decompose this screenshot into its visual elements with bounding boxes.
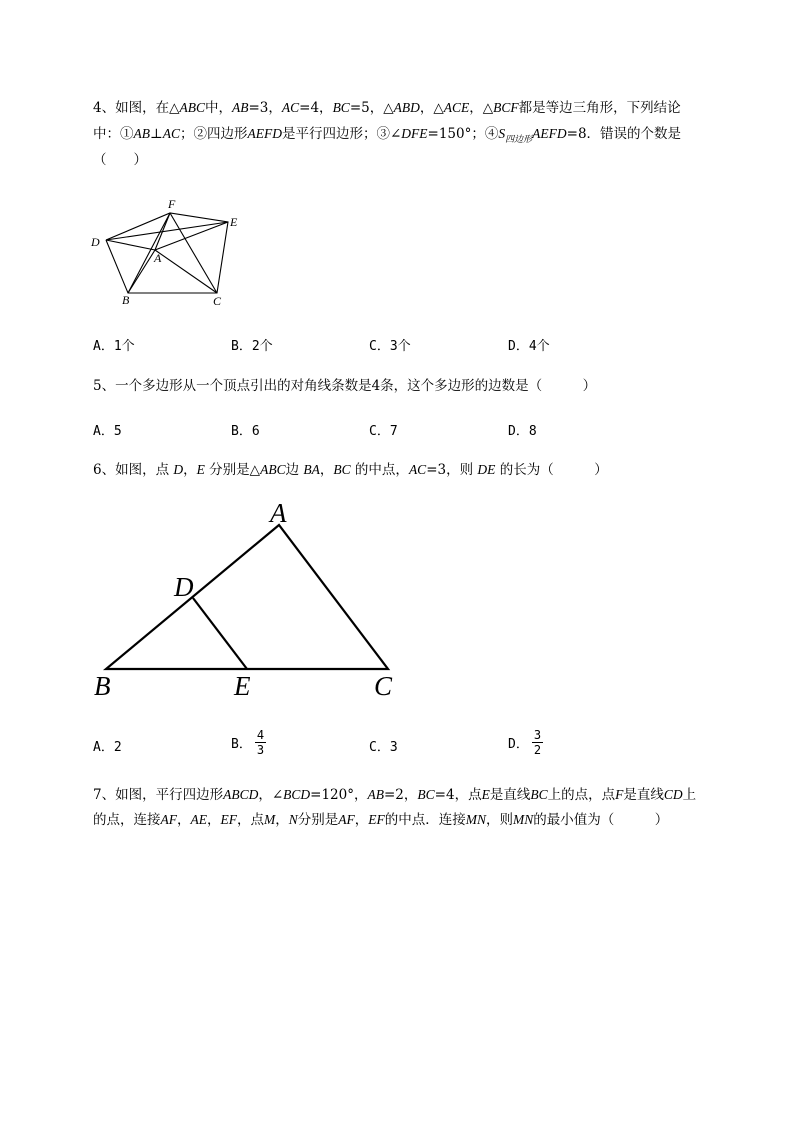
- q6-figure: [88, 495, 408, 705]
- q5-option-d[interactable]: D．8: [508, 424, 537, 439]
- q6-option-a[interactable]: A．2: [93, 740, 122, 755]
- q4-seg-ae: [155, 222, 228, 250]
- q6-label-b: B: [94, 671, 111, 701]
- q4-seg-da: [106, 240, 155, 250]
- q4-seg-ba: [128, 250, 155, 293]
- q4-label-c: C: [213, 294, 222, 308]
- q5-option-b[interactable]: B．6: [231, 424, 260, 439]
- q6-label-c: C: [374, 671, 393, 701]
- q4-label-b: B: [122, 293, 130, 307]
- q6-text: 6、如图，点 D，E 分别是△ABC边 BA，BC 的中点，AC=3，则 DE 的长为（ ）: [93, 462, 608, 478]
- q4-option-b[interactable]: B．2个: [231, 339, 273, 354]
- q4-option-d[interactable]: D．4个: [508, 339, 550, 354]
- q6-option-b-fraction: $\frac{4}{3}$: [256, 728, 265, 757]
- q4-line-1: 4、如图，在△ABC中，AB=3，AC=4，BC=5，△ABD，△ACE，△BCF都是等边三角形，下列结论: [93, 100, 681, 116]
- q6-label-e: E: [234, 671, 251, 701]
- q6-midline-de: [193, 598, 247, 669]
- q4-seg-de: [106, 222, 228, 240]
- q6-option-d-fraction: $\frac{3}{2}$: [533, 728, 542, 757]
- q6-label-a: A: [270, 498, 287, 528]
- q4-answer-bracket: （ ）: [93, 152, 147, 168]
- q6-option-b[interactable]: B． $\frac{4}{3}$: [231, 728, 265, 757]
- q6-label-d: D: [174, 572, 194, 602]
- q6-option-d[interactable]: D． $\frac{3}{2}$: [508, 728, 542, 757]
- q6-triangle-abc: [106, 525, 388, 669]
- q5-text: 5、一个多边形从一个顶点引出的对角线条数是4条，这个多边形的边数是（ ）: [93, 378, 597, 394]
- q4-label-f: F: [168, 197, 176, 211]
- q4-label-e: E: [230, 215, 238, 229]
- q4-line-2: 中：①AB⊥AC；②四边形AEFD是平行四边形；③∠DFE=150°；$④S_{四边形}AEFD=8$．错误的个数是: [93, 126, 682, 145]
- q7-line-2: 的点，连接AF，AE，EF，点M，N分别是AF，EF的中点．连接MN，则MN的最小值为（ ）: [93, 812, 669, 828]
- q6-option-c[interactable]: C．3: [369, 740, 398, 755]
- q4-option-a[interactable]: A．1个: [93, 339, 135, 354]
- q4-figure: [88, 192, 248, 310]
- q4-option-c[interactable]: C．3个: [369, 339, 411, 354]
- q4-seg-fb: [128, 213, 170, 293]
- q4-label-d: D: [91, 235, 100, 249]
- q5-option-a[interactable]: A．5: [93, 424, 122, 439]
- q5-option-c[interactable]: C．7: [369, 424, 398, 439]
- q7-line-1: 7、如图，平行四边形ABCD，∠BCD=120°，AB=2，BC=4，点E是直线BC上的点，点F是直线CD上: [93, 787, 697, 803]
- q4-seg-ac: [155, 250, 217, 293]
- q4-label-a: A: [154, 251, 162, 265]
